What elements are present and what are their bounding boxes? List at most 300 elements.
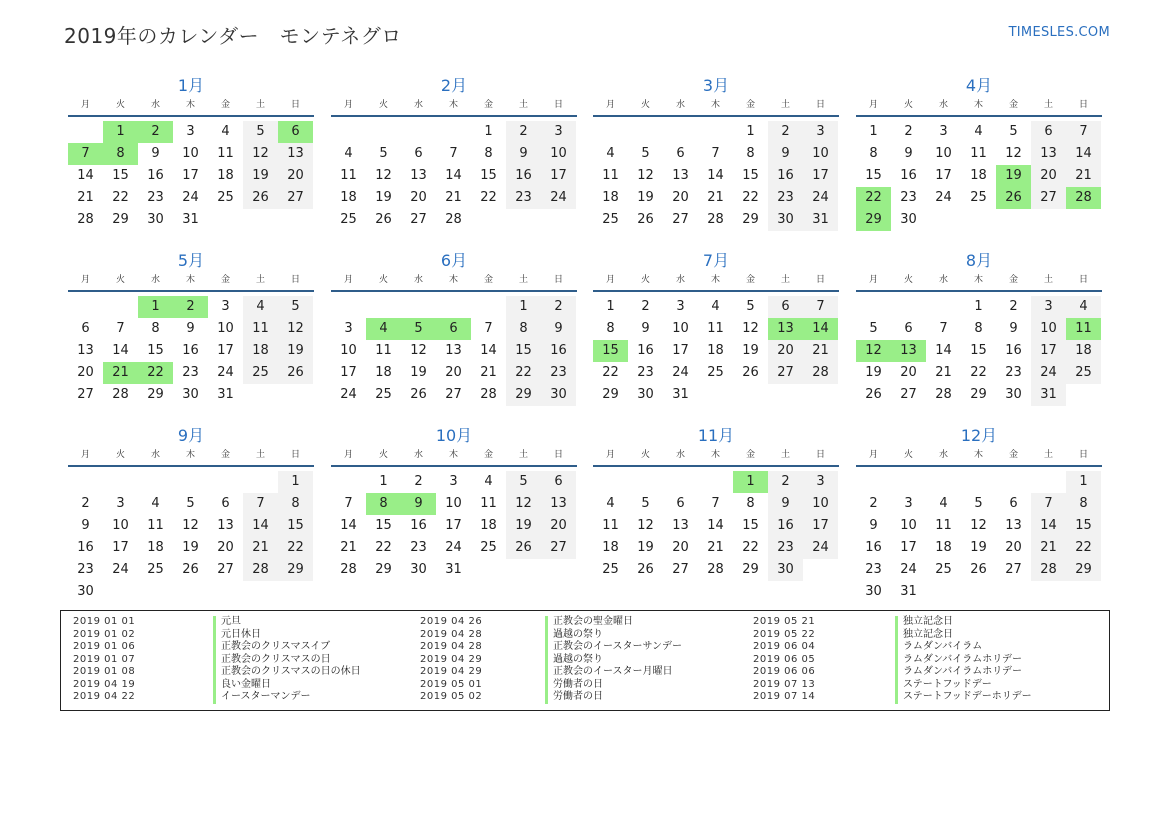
day-cell[interactable]: 26 <box>243 187 278 209</box>
day-cell[interactable]: 6 <box>676 146 685 161</box>
day-cell[interactable]: 6 <box>541 471 576 493</box>
day-cell[interactable]: 2 <box>869 496 878 511</box>
day-cell[interactable]: 7 <box>449 146 458 161</box>
day-cell[interactable]: 23 <box>768 187 803 209</box>
day-cell[interactable]: 3 <box>904 496 913 511</box>
day-cell[interactable]: 28 <box>480 387 497 402</box>
day-cell[interactable]: 5 <box>186 496 195 511</box>
day-cell[interactable]: 30 <box>900 212 917 227</box>
day-cell[interactable]: 19 <box>410 365 427 380</box>
day-cell[interactable]: 3 <box>186 124 195 139</box>
day-cell[interactable]: 18 <box>480 518 497 533</box>
day-cell[interactable]: 22 <box>375 540 392 555</box>
day-cell[interactable]: 20 <box>900 365 917 380</box>
day-cell[interactable]: 21 <box>707 190 724 205</box>
day-cell[interactable]: 30 <box>410 562 427 577</box>
day-cell[interactable]: 16 <box>410 518 427 533</box>
day-cell[interactable]: 3 <box>344 321 353 336</box>
day-cell[interactable]: 18 <box>147 540 164 555</box>
day-cell[interactable]: 25 <box>602 562 619 577</box>
day-cell[interactable]: 17 <box>900 540 917 555</box>
day-cell[interactable]: 28 <box>935 387 952 402</box>
day-cell[interactable]: 4 <box>606 146 615 161</box>
day-cell[interactable]: 15 <box>1066 515 1101 537</box>
day-cell[interactable]: 2 <box>1009 299 1018 314</box>
day-cell[interactable]: 4 <box>711 299 720 314</box>
day-cell[interactable]: 7 <box>344 496 353 511</box>
day-cell[interactable]: 28 <box>707 212 724 227</box>
day-cell[interactable]: 7 <box>711 496 720 511</box>
day-cell[interactable]: 10 <box>935 146 952 161</box>
day-cell[interactable]: 31 <box>217 387 234 402</box>
day-cell[interactable]: 30 <box>147 212 164 227</box>
day-cell[interactable]: 10 <box>1031 318 1066 340</box>
day-cell[interactable]: 29 <box>278 559 313 581</box>
day-cell[interactable]: 25 <box>970 190 987 205</box>
day-cell[interactable]: 14 <box>340 518 357 533</box>
day-cell[interactable]: 20 <box>410 190 427 205</box>
day-cell[interactable]: 15 <box>742 168 759 183</box>
day-cell[interactable]: 2 <box>506 121 541 143</box>
day-cell[interactable]: 1 <box>974 299 983 314</box>
day-cell[interactable]: 19 <box>243 165 278 187</box>
day-cell[interactable]: 19 <box>375 190 392 205</box>
day-cell[interactable]: 28 <box>243 559 278 581</box>
day-cell[interactable]: 23 <box>541 362 576 384</box>
day-cell[interactable]: 11 <box>602 168 619 183</box>
day-cell[interactable]: 14 <box>1066 143 1101 165</box>
day-cell[interactable]: 3 <box>116 496 125 511</box>
day-cell[interactable]: 15 <box>147 343 164 358</box>
day-cell[interactable]: 29 <box>375 562 392 577</box>
day-cell[interactable]: 29 <box>1066 559 1101 581</box>
day-cell[interactable]: 8 <box>506 318 541 340</box>
day-cell[interactable]: 20 <box>541 515 576 537</box>
day-cell[interactable]: 26 <box>410 387 427 402</box>
day-cell[interactable]: 19 <box>506 515 541 537</box>
day-cell[interactable]: 30 <box>182 387 199 402</box>
day-cell[interactable]: 10 <box>340 343 357 358</box>
day-cell[interactable]: 17 <box>935 168 952 183</box>
day-cell[interactable]: 15 <box>742 518 759 533</box>
day-cell[interactable]: 18 <box>375 365 392 380</box>
day-cell[interactable]: 21 <box>480 365 497 380</box>
day-cell[interactable]: 7 <box>1066 121 1101 143</box>
holiday-day-cell[interactable]: 26 <box>996 187 1031 209</box>
day-cell[interactable]: 1 <box>484 124 493 139</box>
day-cell[interactable]: 25 <box>375 387 392 402</box>
day-cell[interactable]: 26 <box>865 387 882 402</box>
day-cell[interactable]: 14 <box>707 518 724 533</box>
day-cell[interactable]: 21 <box>935 365 952 380</box>
day-cell[interactable]: 26 <box>375 212 392 227</box>
day-cell[interactable]: 19 <box>278 340 313 362</box>
day-cell[interactable]: 22 <box>742 540 759 555</box>
day-cell[interactable]: 2 <box>414 474 423 489</box>
day-cell[interactable]: 8 <box>1066 493 1101 515</box>
day-cell[interactable]: 19 <box>970 540 987 555</box>
day-cell[interactable]: 22 <box>506 362 541 384</box>
day-cell[interactable]: 9 <box>541 318 576 340</box>
day-cell[interactable]: 4 <box>221 124 230 139</box>
day-cell[interactable]: 12 <box>742 321 759 336</box>
day-cell[interactable]: 28 <box>1031 559 1066 581</box>
day-cell[interactable]: 24 <box>541 187 576 209</box>
day-cell[interactable]: 15 <box>480 168 497 183</box>
day-cell[interactable]: 11 <box>602 518 619 533</box>
day-cell[interactable]: 4 <box>939 496 948 511</box>
day-cell[interactable]: 27 <box>278 187 313 209</box>
day-cell[interactable]: 8 <box>974 321 983 336</box>
holiday-day-cell[interactable]: 28 <box>1066 187 1101 209</box>
day-cell[interactable]: 1 <box>606 299 615 314</box>
day-cell[interactable]: 26 <box>506 537 541 559</box>
holiday-day-cell[interactable]: 2 <box>173 296 208 318</box>
day-cell[interactable]: 3 <box>449 474 458 489</box>
day-cell[interactable]: 16 <box>182 343 199 358</box>
holiday-day-cell[interactable]: 8 <box>366 493 401 515</box>
day-cell[interactable]: 10 <box>445 496 462 511</box>
day-cell[interactable]: 14 <box>445 168 462 183</box>
day-cell[interactable]: 23 <box>410 540 427 555</box>
holiday-day-cell[interactable]: 21 <box>103 362 138 384</box>
day-cell[interactable]: 5 <box>506 471 541 493</box>
day-cell[interactable]: 27 <box>1031 187 1066 209</box>
day-cell[interactable]: 13 <box>410 168 427 183</box>
day-cell[interactable]: 5 <box>746 299 755 314</box>
holiday-day-cell[interactable]: 29 <box>856 209 891 231</box>
day-cell[interactable]: 29 <box>147 387 164 402</box>
day-cell[interactable]: 15 <box>506 340 541 362</box>
day-cell[interactable]: 15 <box>112 168 129 183</box>
day-cell[interactable]: 22 <box>480 190 497 205</box>
holiday-day-cell[interactable]: 1 <box>138 296 173 318</box>
day-cell[interactable]: 16 <box>541 340 576 362</box>
day-cell[interactable]: 16 <box>865 540 882 555</box>
day-cell[interactable]: 31 <box>445 562 462 577</box>
day-cell[interactable]: 4 <box>1066 296 1101 318</box>
day-cell[interactable]: 4 <box>606 496 615 511</box>
day-cell[interactable]: 13 <box>217 518 234 533</box>
day-cell[interactable]: 31 <box>672 387 689 402</box>
day-cell[interactable]: 3 <box>803 121 838 143</box>
day-cell[interactable]: 29 <box>970 387 987 402</box>
day-cell[interactable]: 31 <box>803 209 838 231</box>
day-cell[interactable]: 27 <box>541 537 576 559</box>
day-cell[interactable]: 31 <box>1031 384 1066 406</box>
day-cell[interactable]: 28 <box>803 362 838 384</box>
day-cell[interactable]: 30 <box>637 387 654 402</box>
day-cell[interactable]: 15 <box>970 343 987 358</box>
day-cell[interactable]: 19 <box>865 365 882 380</box>
day-cell[interactable]: 9 <box>506 143 541 165</box>
day-cell[interactable]: 27 <box>900 387 917 402</box>
day-cell[interactable]: 25 <box>340 212 357 227</box>
day-cell[interactable]: 4 <box>974 124 983 139</box>
day-cell[interactable]: 20 <box>1005 540 1022 555</box>
day-cell[interactable]: 16 <box>1005 343 1022 358</box>
day-cell[interactable]: 24 <box>340 387 357 402</box>
day-cell[interactable]: 23 <box>768 537 803 559</box>
day-cell[interactable]: 11 <box>480 496 497 511</box>
day-cell[interactable]: 19 <box>637 190 654 205</box>
day-cell[interactable]: 12 <box>1005 146 1022 161</box>
day-cell[interactable]: 24 <box>1031 362 1066 384</box>
holiday-day-cell[interactable]: 13 <box>891 340 926 362</box>
day-cell[interactable]: 20 <box>672 540 689 555</box>
day-cell[interactable]: 26 <box>970 562 987 577</box>
day-cell[interactable]: 18 <box>935 540 952 555</box>
day-cell[interactable]: 6 <box>768 296 803 318</box>
day-cell[interactable]: 19 <box>637 540 654 555</box>
day-cell[interactable]: 11 <box>217 146 234 161</box>
day-cell[interactable]: 23 <box>1005 365 1022 380</box>
day-cell[interactable]: 4 <box>243 296 278 318</box>
day-cell[interactable]: 23 <box>77 562 94 577</box>
day-cell[interactable]: 25 <box>243 362 278 384</box>
day-cell[interactable]: 9 <box>186 321 195 336</box>
day-cell[interactable]: 25 <box>935 562 952 577</box>
day-cell[interactable]: 10 <box>803 143 838 165</box>
day-cell[interactable]: 16 <box>768 165 803 187</box>
day-cell[interactable]: 16 <box>506 165 541 187</box>
day-cell[interactable]: 16 <box>900 168 917 183</box>
site-logo[interactable]: TIMESLES.COM <box>1008 25 1110 40</box>
day-cell[interactable]: 7 <box>1031 493 1066 515</box>
day-cell[interactable]: 23 <box>182 365 199 380</box>
day-cell[interactable]: 14 <box>935 343 952 358</box>
day-cell[interactable]: 13 <box>278 143 313 165</box>
day-cell[interactable]: 14 <box>77 168 94 183</box>
day-cell[interactable]: 1 <box>746 124 755 139</box>
day-cell[interactable]: 17 <box>672 343 689 358</box>
day-cell[interactable]: 10 <box>672 321 689 336</box>
day-cell[interactable]: 21 <box>1031 537 1066 559</box>
day-cell[interactable]: 9 <box>768 493 803 515</box>
day-cell[interactable]: 12 <box>637 518 654 533</box>
day-cell[interactable]: 24 <box>803 187 838 209</box>
day-cell[interactable]: 27 <box>77 387 94 402</box>
day-cell[interactable]: 4 <box>484 474 493 489</box>
day-cell[interactable]: 27 <box>445 387 462 402</box>
day-cell[interactable]: 28 <box>340 562 357 577</box>
day-cell[interactable]: 2 <box>541 296 576 318</box>
day-cell[interactable]: 27 <box>672 562 689 577</box>
day-cell[interactable]: 10 <box>803 493 838 515</box>
day-cell[interactable]: 18 <box>217 168 234 183</box>
day-cell[interactable]: 8 <box>484 146 493 161</box>
day-cell[interactable]: 31 <box>900 584 917 599</box>
day-cell[interactable]: 2 <box>904 124 913 139</box>
day-cell[interactable]: 24 <box>217 365 234 380</box>
day-cell[interactable]: 16 <box>77 540 94 555</box>
day-cell[interactable]: 2 <box>768 471 803 493</box>
day-cell[interactable]: 6 <box>904 321 913 336</box>
day-cell[interactable]: 14 <box>1031 515 1066 537</box>
day-cell[interactable]: 8 <box>869 146 878 161</box>
day-cell[interactable]: 9 <box>81 518 90 533</box>
day-cell[interactable]: 11 <box>243 318 278 340</box>
day-cell[interactable]: 23 <box>506 187 541 209</box>
holiday-day-cell[interactable]: 14 <box>803 318 838 340</box>
holiday-day-cell[interactable]: 22 <box>138 362 173 384</box>
day-cell[interactable]: 17 <box>445 518 462 533</box>
day-cell[interactable]: 14 <box>707 168 724 183</box>
holiday-day-cell[interactable]: 1 <box>103 121 138 143</box>
day-cell[interactable]: 6 <box>221 496 230 511</box>
day-cell[interactable]: 12 <box>182 518 199 533</box>
day-cell[interactable]: 15 <box>278 515 313 537</box>
day-cell[interactable]: 21 <box>243 537 278 559</box>
day-cell[interactable]: 18 <box>340 190 357 205</box>
day-cell[interactable]: 8 <box>606 321 615 336</box>
day-cell[interactable]: 1 <box>278 471 313 493</box>
day-cell[interactable]: 27 <box>217 562 234 577</box>
day-cell[interactable]: 27 <box>768 362 803 384</box>
day-cell[interactable]: 3 <box>541 121 576 143</box>
day-cell[interactable]: 6 <box>676 496 685 511</box>
day-cell[interactable]: 30 <box>77 584 94 599</box>
day-cell[interactable]: 23 <box>637 365 654 380</box>
day-cell[interactable]: 24 <box>112 562 129 577</box>
day-cell[interactable]: 10 <box>541 143 576 165</box>
day-cell[interactable]: 7 <box>711 146 720 161</box>
day-cell[interactable]: 10 <box>217 321 234 336</box>
day-cell[interactable]: 30 <box>865 584 882 599</box>
day-cell[interactable]: 25 <box>602 212 619 227</box>
day-cell[interactable]: 20 <box>445 365 462 380</box>
day-cell[interactable]: 9 <box>641 321 650 336</box>
day-cell[interactable]: 15 <box>865 168 882 183</box>
day-cell[interactable]: 31 <box>182 212 199 227</box>
day-cell[interactable]: 3 <box>939 124 948 139</box>
day-cell[interactable]: 6 <box>414 146 423 161</box>
day-cell[interactable]: 17 <box>217 343 234 358</box>
day-cell[interactable]: 17 <box>541 165 576 187</box>
day-cell[interactable]: 5 <box>379 146 388 161</box>
day-cell[interactable]: 29 <box>506 384 541 406</box>
day-cell[interactable]: 18 <box>243 340 278 362</box>
day-cell[interactable]: 23 <box>900 190 917 205</box>
day-cell[interactable]: 20 <box>217 540 234 555</box>
day-cell[interactable]: 12 <box>970 518 987 533</box>
day-cell[interactable]: 3 <box>803 471 838 493</box>
day-cell[interactable]: 25 <box>147 562 164 577</box>
day-cell[interactable]: 28 <box>77 212 94 227</box>
day-cell[interactable]: 20 <box>1031 165 1066 187</box>
day-cell[interactable]: 29 <box>742 212 759 227</box>
day-cell[interactable]: 22 <box>602 365 619 380</box>
day-cell[interactable]: 10 <box>112 518 129 533</box>
day-cell[interactable]: 20 <box>77 365 94 380</box>
day-cell[interactable]: 27 <box>672 212 689 227</box>
day-cell[interactable]: 25 <box>217 190 234 205</box>
day-cell[interactable]: 29 <box>742 562 759 577</box>
day-cell[interactable]: 5 <box>869 321 878 336</box>
day-cell[interactable]: 30 <box>768 559 803 581</box>
day-cell[interactable]: 19 <box>182 540 199 555</box>
day-cell[interactable]: 13 <box>1005 518 1022 533</box>
day-cell[interactable]: 21 <box>340 540 357 555</box>
day-cell[interactable]: 9 <box>768 143 803 165</box>
day-cell[interactable]: 27 <box>410 212 427 227</box>
day-cell[interactable]: 24 <box>900 562 917 577</box>
day-cell[interactable]: 16 <box>147 168 164 183</box>
day-cell[interactable]: 28 <box>445 212 462 227</box>
holiday-day-cell[interactable]: 15 <box>593 340 628 362</box>
day-cell[interactable]: 11 <box>935 518 952 533</box>
day-cell[interactable]: 17 <box>340 365 357 380</box>
day-cell[interactable]: 1 <box>506 296 541 318</box>
day-cell[interactable]: 4 <box>344 146 353 161</box>
day-cell[interactable]: 24 <box>803 537 838 559</box>
day-cell[interactable]: 25 <box>480 540 497 555</box>
day-cell[interactable]: 7 <box>484 321 493 336</box>
day-cell[interactable]: 5 <box>278 296 313 318</box>
day-cell[interactable]: 7 <box>116 321 125 336</box>
holiday-day-cell[interactable]: 13 <box>768 318 803 340</box>
day-cell[interactable]: 11 <box>340 168 357 183</box>
day-cell[interactable]: 30 <box>768 209 803 231</box>
holiday-day-cell[interactable]: 6 <box>436 318 471 340</box>
day-cell[interactable]: 1 <box>1066 471 1101 493</box>
holiday-day-cell[interactable]: 22 <box>856 187 891 209</box>
day-cell[interactable]: 26 <box>742 365 759 380</box>
day-cell[interactable]: 10 <box>900 518 917 533</box>
day-cell[interactable]: 5 <box>641 496 650 511</box>
day-cell[interactable]: 25 <box>1066 362 1101 384</box>
day-cell[interactable]: 8 <box>278 493 313 515</box>
day-cell[interactable]: 21 <box>803 340 838 362</box>
day-cell[interactable]: 13 <box>541 493 576 515</box>
day-cell[interactable]: 28 <box>707 562 724 577</box>
day-cell[interactable]: 5 <box>243 121 278 143</box>
day-cell[interactable]: 18 <box>970 168 987 183</box>
day-cell[interactable]: 8 <box>746 496 755 511</box>
day-cell[interactable]: 24 <box>445 540 462 555</box>
day-cell[interactable]: 17 <box>182 168 199 183</box>
day-cell[interactable]: 9 <box>904 146 913 161</box>
day-cell[interactable]: 21 <box>707 540 724 555</box>
day-cell[interactable]: 5 <box>1009 124 1018 139</box>
day-cell[interactable]: 14 <box>243 515 278 537</box>
day-cell[interactable]: 24 <box>182 190 199 205</box>
day-cell[interactable]: 19 <box>742 343 759 358</box>
day-cell[interactable]: 21 <box>1066 165 1101 187</box>
day-cell[interactable]: 30 <box>1005 387 1022 402</box>
day-cell[interactable]: 21 <box>77 190 94 205</box>
holiday-day-cell[interactable]: 11 <box>1066 318 1101 340</box>
day-cell[interactable]: 2 <box>641 299 650 314</box>
day-cell[interactable]: 7 <box>243 493 278 515</box>
day-cell[interactable]: 14 <box>480 343 497 358</box>
day-cell[interactable]: 12 <box>278 318 313 340</box>
day-cell[interactable]: 9 <box>1009 321 1018 336</box>
day-cell[interactable]: 29 <box>602 387 619 402</box>
day-cell[interactable]: 9 <box>869 518 878 533</box>
day-cell[interactable]: 8 <box>151 321 160 336</box>
day-cell[interactable]: 7 <box>939 321 948 336</box>
day-cell[interactable]: 17 <box>112 540 129 555</box>
day-cell[interactable]: 12 <box>506 493 541 515</box>
day-cell[interactable]: 8 <box>746 146 755 161</box>
day-cell[interactable]: 18 <box>707 343 724 358</box>
day-cell[interactable]: 28 <box>112 387 129 402</box>
holiday-day-cell[interactable]: 5 <box>401 318 436 340</box>
holiday-day-cell[interactable]: 12 <box>856 340 891 362</box>
holiday-day-cell[interactable]: 1 <box>733 471 768 493</box>
day-cell[interactable]: 11 <box>970 146 987 161</box>
